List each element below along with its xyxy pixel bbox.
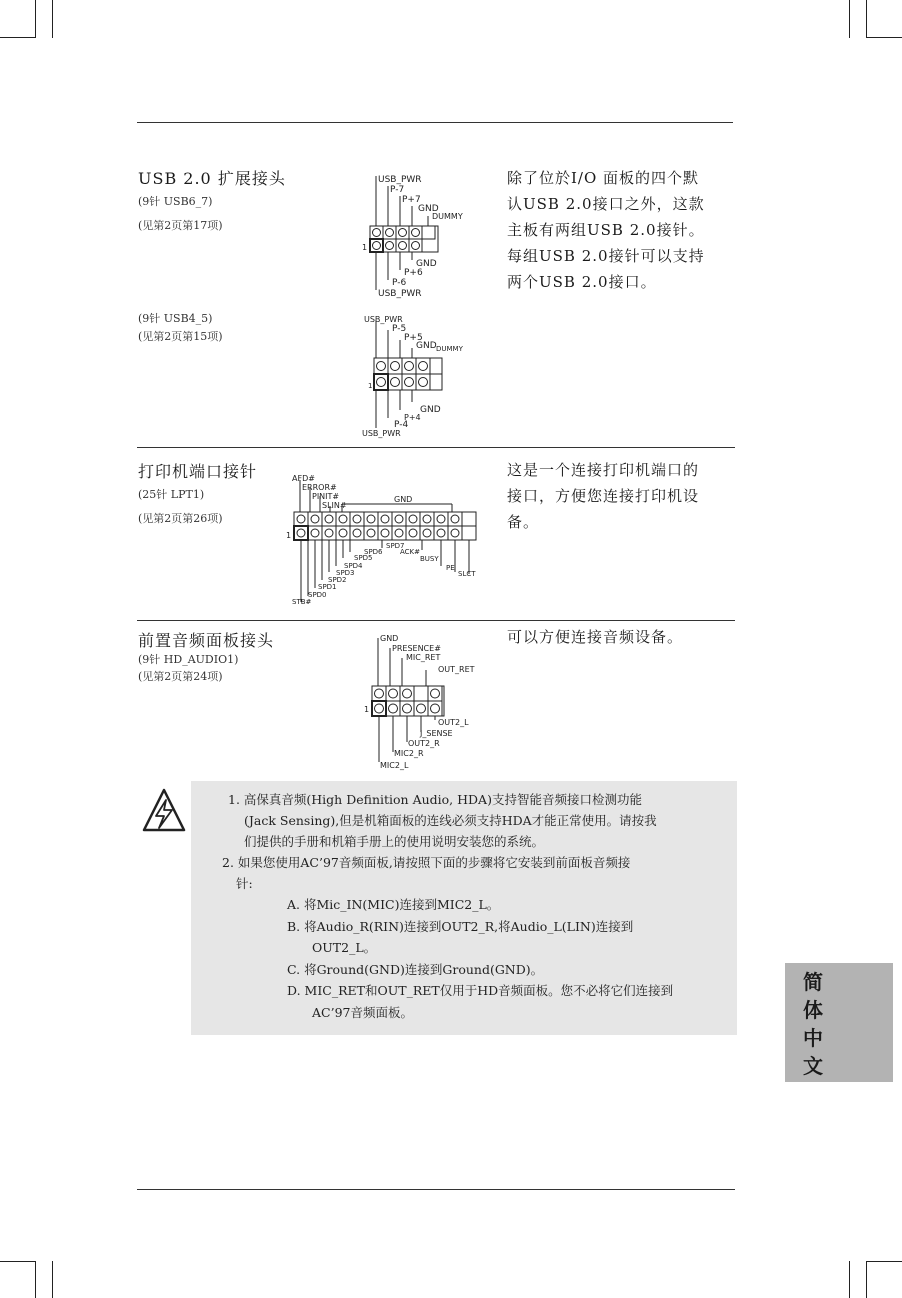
pin1-label: 1	[286, 531, 292, 540]
pin-label: STB#	[292, 598, 312, 606]
pin-label: P+5	[404, 333, 423, 343]
pin-label: SPD3	[336, 569, 355, 577]
pin-label: P+6	[404, 268, 423, 278]
pin-label: PE	[446, 564, 455, 572]
pin-label: SPD2	[328, 576, 347, 584]
pin-label: SPD6	[364, 548, 383, 556]
pin-label: OUT2_L	[438, 718, 469, 727]
pin-label: OUT2_R	[408, 739, 440, 748]
lpt1-pin-diagram	[282, 470, 482, 608]
pin-label: DUMMY	[436, 345, 463, 353]
printer-page-ref: (见第2页第26项)	[138, 512, 223, 525]
pin1-label: 1	[362, 243, 368, 252]
audio-page-ref: (见第2页第24项)	[138, 670, 223, 683]
desc-line: 每组USB 2.0接针可以支持	[507, 247, 705, 265]
pin-label: MIC_RET	[406, 653, 441, 662]
pin-label: USB_PWR	[364, 315, 403, 324]
hd-audio-pin-diagram	[362, 630, 478, 772]
warning-icon	[140, 786, 188, 836]
pin-label: ACK#	[400, 548, 421, 556]
top-rule	[137, 122, 733, 123]
pin-label: GND	[420, 405, 441, 415]
printer-header-title: 打印机端口接针	[138, 462, 258, 481]
pin-label: MIC2_R	[394, 749, 424, 758]
note-2-step-a: A. 将Mic_IN(MIC)连接到MIC2_L。	[287, 897, 500, 912]
note-1-line-3: 们提供的手册和机箱手册上的使用说明安装您的系统。	[244, 834, 545, 849]
audio-header-title: 前置音频面板接头	[138, 631, 275, 650]
section-divider	[137, 620, 735, 621]
desc-line: 除了位於I/O 面板的四个默	[507, 169, 700, 187]
usb45-page-ref: (见第2页第15项)	[138, 330, 223, 343]
pin-label: USB_PWR	[378, 289, 422, 299]
usb67-page-ref: (见第2页第17项)	[138, 219, 223, 232]
pin-label: P-7	[390, 185, 405, 195]
pin-label: SPD4	[344, 562, 363, 570]
pin-label: SLIN#	[322, 501, 347, 510]
pin-label: OUT_RET	[438, 665, 475, 674]
usb45-pin-label: (9针 USB4_5)	[138, 312, 213, 325]
desc-line: 这是一个连接打印机端口的	[507, 461, 700, 479]
pin-label: SLCT	[458, 570, 476, 578]
audio-description	[507, 624, 683, 650]
note-2-step-d: D. MIC_RET和OUT_RET仅用于HD音频面板。您不必将它们连接到	[287, 983, 674, 998]
pin-label: DUMMY	[432, 212, 463, 221]
pin-label: PINIT#	[312, 492, 340, 501]
note-2-step-b-cont: OUT2_L。	[312, 940, 377, 955]
pin-label: SPD5	[354, 554, 373, 562]
desc-line: 两个USB 2.0接口。	[507, 273, 657, 291]
note-2-step-c: C. 将Ground(GND)连接到Ground(GND)。	[287, 962, 544, 977]
pin-label: USB_PWR	[378, 175, 422, 185]
usb-description	[507, 165, 705, 295]
section-divider	[137, 447, 735, 448]
usb67-pin-diagram	[358, 168, 476, 302]
pin-label: SPD1	[318, 583, 337, 591]
usb45-pin-diagram	[358, 310, 476, 440]
pin-label: P+7	[402, 195, 421, 205]
note-2-step-b: B. 将Audio_R(RIN)连接到OUT2_R,将Audio_L(LIN)连接到	[287, 919, 634, 934]
pin-label: GND	[394, 495, 413, 504]
desc-line: 接口，方便您连接打印机设	[507, 487, 700, 505]
pin-label: P-6	[392, 278, 407, 288]
note-2-step-d-cont: AC’97音频面板。	[312, 1005, 413, 1020]
pin1-label: 1	[364, 705, 370, 714]
pin-label: USB_PWR	[362, 429, 401, 438]
pin-label: GND	[416, 341, 437, 351]
bottom-rule	[137, 1189, 735, 1190]
pin-label: BUSY	[420, 555, 439, 563]
usb-header-title: USB 2.0 扩展接头	[138, 169, 286, 188]
pin-label: MIC2_L	[380, 761, 409, 770]
pin-label: GND	[380, 634, 399, 643]
printer-description	[507, 457, 699, 535]
pin1-label: 1	[368, 382, 373, 390]
pin-label: AFD#	[292, 474, 315, 483]
pin-label: PRESENCE#	[392, 644, 441, 653]
pin-label: P+4	[404, 413, 421, 422]
pin-label: P-5	[392, 324, 407, 334]
usb67-pin-label: (9针 USB6_7)	[138, 195, 213, 208]
note-2-line-1: 2. 如果您使用AC’97音频面板,请按照下面的步骤将它安装到前面板音频接	[222, 855, 631, 870]
pin-label: ERROR#	[302, 483, 337, 492]
desc-line: 备。	[507, 513, 540, 531]
audio-pin-label: (9针 HD_AUDIO1)	[138, 653, 239, 666]
pin-label: SPD7	[386, 542, 405, 550]
desc-line: 认USB 2.0接口之外，这款	[507, 195, 705, 213]
pin-label: J_SENSE	[420, 729, 453, 738]
note-1-line-2: (Jack Sensing),但是机箱面板的连线必须支持HDA才能正常使用。请按我	[244, 813, 657, 828]
pin-label: GND	[418, 204, 439, 214]
pin-label: SPD0	[308, 591, 327, 599]
pin-label: GND	[416, 259, 437, 269]
language-tab-label: 简体中文	[803, 970, 823, 1078]
desc-line: 可以方便连接音频设备。	[507, 628, 684, 646]
note-1-line-1: 1. 高保真音频(High Definition Audio, HDA)支持智能音频接口检测功能	[228, 792, 642, 807]
desc-line: 主板有两组USB 2.0接针。	[507, 221, 705, 239]
printer-pin-label: (25针 LPT1)	[138, 488, 205, 501]
pin-label: P-4	[394, 420, 409, 430]
note-2-line-2: 针:	[236, 876, 253, 891]
